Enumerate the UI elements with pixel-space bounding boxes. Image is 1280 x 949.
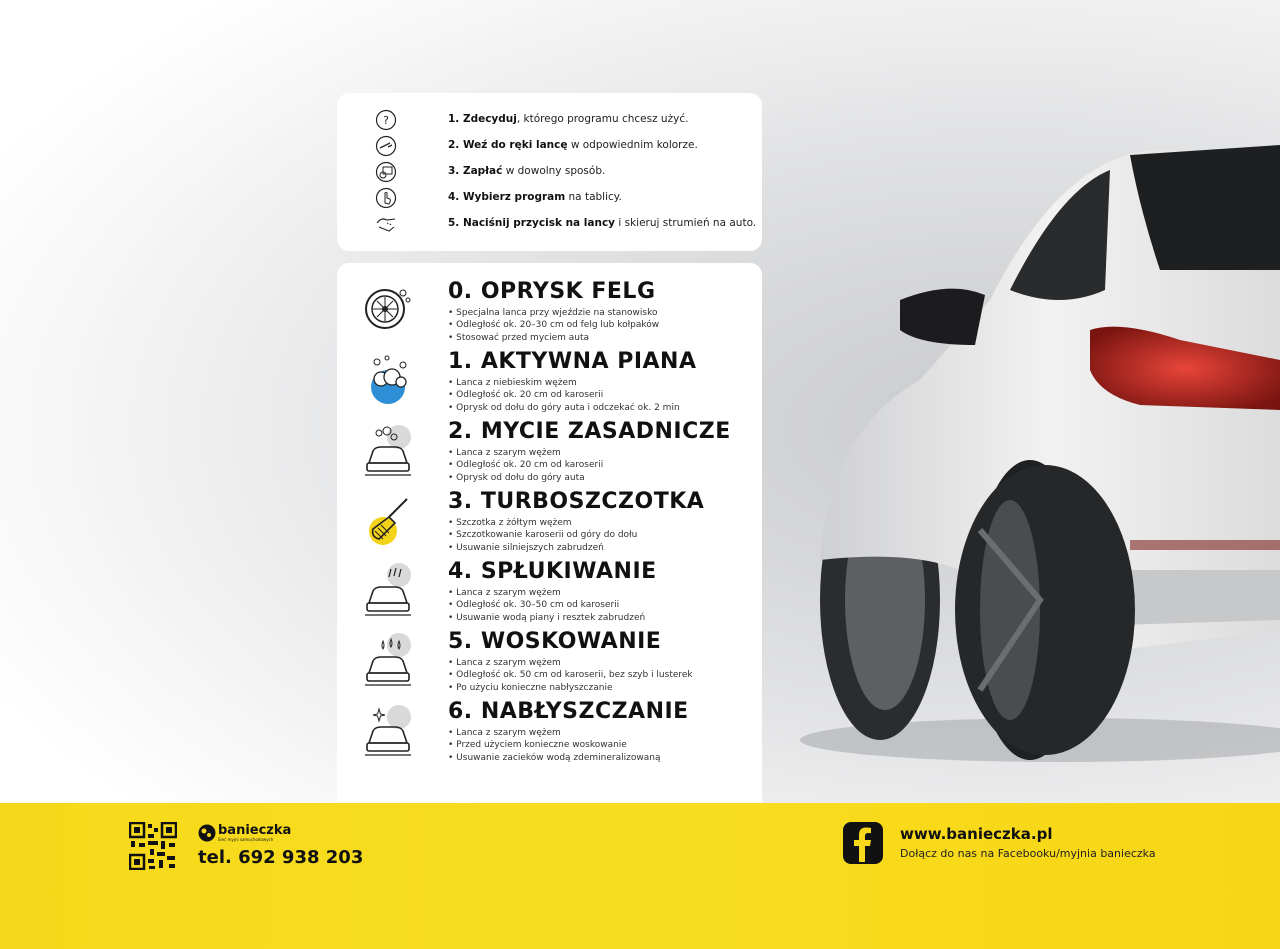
- lance-icon: [375, 135, 397, 157]
- foam-bubbles-icon: [361, 353, 415, 413]
- facebook-icon[interactable]: [843, 822, 883, 864]
- question-icon: [375, 109, 397, 131]
- program-6: [337, 699, 762, 773]
- car-wash-icon: [361, 423, 415, 483]
- website-link[interactable]: www.banieczka.pl: [900, 825, 1053, 843]
- step-1-rest: , którego programu chcesz użyć.: [516, 113, 689, 125]
- car-wax-icon: [361, 633, 415, 693]
- program-5-line: • Lanca z szarym wężem: [448, 657, 693, 669]
- program-3-line: • Usuwanie silniejszych zabrudzeń: [448, 542, 637, 554]
- program-5-title: 5. WOSKOWANIE: [448, 629, 662, 654]
- program-4-details: [448, 587, 645, 624]
- step-3: [337, 159, 762, 183]
- brush-icon: [361, 493, 415, 553]
- step-4-bold: 4. Wybierz program: [448, 191, 566, 203]
- program-6-details: [448, 727, 660, 764]
- program-3-details: [448, 517, 637, 554]
- program-1-line: • Oprysk od dołu do góry auta i odczekać ok. 2 min: [448, 402, 680, 414]
- program-1-details: [448, 377, 680, 414]
- step-5: [337, 211, 762, 235]
- program-6-line: • Usuwanie zacieków wodą zdemineralizowaną: [448, 752, 660, 764]
- program-0-line: • Stosować przed myciem auta: [448, 332, 659, 344]
- step-5-bold: 5. Naciśnij przycisk na lancy: [448, 217, 616, 229]
- banieczka-logo-icon: [198, 824, 216, 842]
- program-3-line: • Szczotka z żółtym wężem: [448, 517, 637, 529]
- footer: [0, 803, 1280, 949]
- brand-name: banieczka: [218, 823, 292, 838]
- step-5-rest: i skieruj strumień na auto.: [615, 217, 757, 229]
- qr-code-icon[interactable]: [129, 822, 177, 870]
- program-4-line: • Usuwanie wodą piany i resztek zabrudzeń: [448, 612, 645, 624]
- step-3-bold: 3. Zapłać: [448, 165, 503, 177]
- program-2: [337, 419, 762, 493]
- program-1-title: 1. AKTYWNA PIANA: [448, 349, 697, 374]
- program-5-line: • Odległość ok. 50 cm od karoserii, bez szyb i lusterek: [448, 669, 693, 681]
- svg-text:?: ?: [383, 114, 389, 127]
- program-6-line: • Lanca z szarym wężem: [448, 727, 660, 739]
- spray-hand-icon: [375, 213, 397, 235]
- step-3-rest: w dowolny sposób.: [502, 165, 606, 177]
- program-6-title: 6. NABŁYSZCZANIE: [448, 699, 689, 724]
- step-4-rest: na tablicy.: [565, 191, 622, 203]
- program-4: [337, 559, 762, 633]
- car-rinse-icon: [361, 563, 415, 623]
- program-0-line: • Specjalna lanca przy wjeździe na stanowisko: [448, 307, 659, 319]
- step-1-bold: 1. Zdecyduj: [448, 113, 517, 125]
- program-3-title: 3. TURBOSZCZOTKA: [448, 489, 705, 514]
- program-0-details: [448, 307, 659, 344]
- program-2-line: • Lanca z szarym wężem: [448, 447, 603, 459]
- program-5-line: • Po użyciu konieczne nabłyszczanie: [448, 682, 693, 694]
- program-0-title: 0. OPRYSK FELG: [448, 279, 656, 304]
- payment-icon: [375, 161, 397, 183]
- program-6-line: • Przed użyciem konieczne woskowanie: [448, 739, 660, 751]
- program-2-title: 2. MYCIE ZASADNICZE: [448, 419, 731, 444]
- program-1-line: • Lanca z niebieskim wężem: [448, 377, 680, 389]
- step-2: [337, 133, 762, 157]
- program-2-details: [448, 447, 603, 484]
- brand-tagline: Sieć myjni samochodowych: [218, 837, 274, 842]
- program-4-line: • Lanca z szarym wężem: [448, 587, 645, 599]
- program-3: [337, 489, 762, 563]
- step-4: [337, 185, 762, 209]
- wheel-bubbles-icon: [361, 283, 415, 343]
- step-2-bold: 2. Weź do ręki lancę: [448, 139, 568, 151]
- program-1-line: • Odległość ok. 20 cm od karoserii: [448, 389, 680, 401]
- program-4-title: 4. SPŁUKIWANIE: [448, 559, 657, 584]
- program-0: [337, 279, 762, 353]
- program-0-line: • Odległość ok. 20–30 cm od felg lub kołpaków: [448, 319, 659, 331]
- program-4-line: • Odległość ok. 30–50 cm od karoserii: [448, 599, 645, 611]
- program-5: [337, 629, 762, 703]
- car-illustration: [760, 130, 1280, 770]
- hand-pointer-icon: [375, 187, 397, 209]
- step-1: [337, 107, 762, 131]
- facebook-text[interactable]: Dołącz do nas na Facebooku/myjnia banieczka: [900, 847, 1156, 860]
- program-2-line: • Oprysk od dołu do góry auta: [448, 472, 603, 484]
- car-shine-icon: [361, 703, 415, 763]
- step-2-rest: w odpowiednim kolorze.: [567, 139, 698, 151]
- steps-panel: [337, 93, 762, 251]
- program-2-line: • Odległość ok. 20 cm od karoserii: [448, 459, 603, 471]
- phone-number[interactable]: tel. 692 938 203: [198, 847, 364, 868]
- programs-panel: [337, 263, 762, 823]
- program-1: [337, 349, 762, 423]
- program-3-line: • Szczotkowanie karoserii od góry do dołu: [448, 529, 637, 541]
- program-5-details: [448, 657, 693, 694]
